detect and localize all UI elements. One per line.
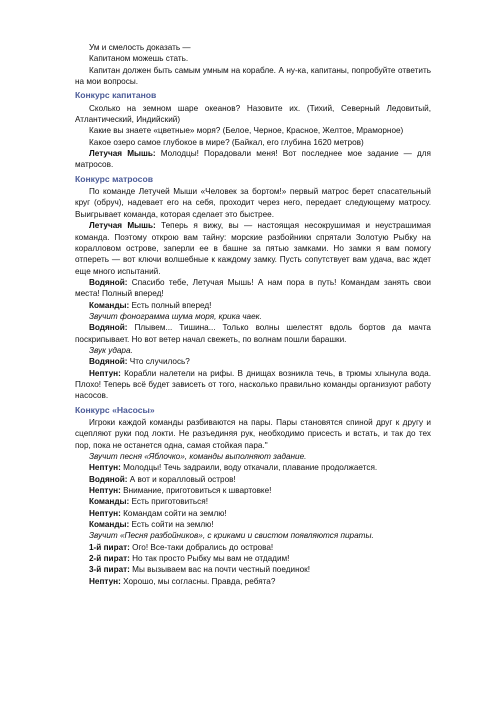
dialogue-line: [75, 462, 431, 473]
dialogue-line: [75, 148, 431, 171]
dialogue-text: Плывем... Тишина... Только волны шелестят вдоль бортов да мачта поскрипывает. Но вот ветер начал свежеть, по волнам пошли барашки.: [75, 323, 431, 344]
stage-direction: Звук удара.: [89, 345, 133, 355]
dialogue-text: Внимание, приготовиться к швартовке!: [120, 486, 272, 496]
document-body: [75, 42, 431, 587]
speaker-name: Команды:: [89, 520, 130, 530]
speaker-name: Водяной:: [89, 323, 128, 333]
dialogue-text: Что случилось?: [127, 357, 190, 367]
dialogue-text: А вот и коралловый остров!: [127, 474, 236, 484]
dialogue-line: [75, 496, 431, 507]
speaker-name: Нептун:: [89, 508, 121, 518]
dialogue-line: [75, 553, 431, 564]
dialogue-line: [75, 300, 431, 311]
section-heading: Конкурс капитанов: [75, 90, 157, 101]
stage-direction: Звучит песня «Яблочко», команды выполняют задание.: [89, 452, 307, 462]
dialogue-text: Молодцы! Порадовали меня! Вот последнее мое задание — для матросов.: [75, 149, 431, 170]
dialogue-line: [75, 485, 431, 496]
dialogue-text: Есть приготовиться!: [129, 497, 208, 507]
dialogue-text: Молодцы! Течь задраили, воду откачали, плавание продолжается.: [120, 463, 378, 473]
dialogue-text: Есть полный вперед!: [129, 300, 212, 310]
dialogue-line: [75, 564, 431, 575]
dialogue-line: [75, 322, 431, 345]
speaker-name: Команды:: [89, 497, 130, 507]
dialogue-line: [75, 220, 431, 277]
speaker-name: 1-й пират:: [89, 542, 130, 552]
verse-line: Капитаном можешь стать.: [89, 54, 189, 64]
speaker-name: Водяной:: [89, 357, 128, 367]
dialogue-line: [75, 542, 431, 553]
speaker-name: Команды:: [89, 300, 130, 310]
dialogue-text: Спасибо тебе, Летучая Мышь! А нам пора в путь! Командам занять свои места! Полный вперед!: [75, 277, 431, 299]
dialogue-text: Теперь я вижу, вы — настоящая несокрушимая и неустрашимая команда. Поэтому открою вам тайну: морские разбойники спрятали Золотую Рыбку на коралловом острове, заперли ее в башне за пятью замками. Но замки я вам помогу отпереть — вот ключи волшебные к каждому замку. Пусть сопутствует вам удача, вас ждет еще много испытаний.: [75, 221, 431, 276]
question: Сколько на земном шаре океанов? Назовите их. (Тихий, Северный Ледовитый, Атлантический, Индийский): [75, 103, 431, 125]
stage-direction: Звучит фонограмма шума моря, крика чаек.: [89, 311, 262, 321]
dialogue-text: Но так просто Рыбку мы вам не отдадим!: [129, 554, 290, 564]
dialogue-line: [75, 474, 431, 485]
section-heading: Конкурс матросов: [75, 173, 153, 184]
speaker-name: Водяной:: [89, 474, 128, 484]
dialogue-text: Командам сойти на землю!: [120, 508, 227, 518]
verse-line: Ум и смелость доказать —: [89, 43, 191, 52]
dialogue-line: [75, 508, 431, 519]
speaker-name: 2-й пират:: [89, 554, 130, 564]
speaker-name: Нептун:: [89, 486, 121, 496]
stage-direction: Звучит «Песня разбойников», с криками и свистом появляются пираты.: [89, 531, 374, 541]
dialogue-line: [75, 519, 431, 530]
speaker-name: Водяной:: [89, 277, 128, 287]
dialogue-line: [75, 576, 431, 587]
dialogue-text: Мы вызываем вас на почти честный поединок!: [129, 565, 311, 575]
paragraph: Игроки каждой команды разбиваются на пары. Пары становятся спиной друг к другу и сцепляют руки под локти. Не разъединяя рук, необходимо присесть и встать, и так до тех пор, пока не останется одна, самая стойкая пара.": [75, 418, 431, 450]
section-heading: Конкурс «Насосы»: [75, 404, 155, 415]
dialogue-text: Корабли налетели на рифы. В днищах возникла течь, в трюмы хлынула вода. Плохо! Теперь всё будет зависеть от того, насколько правильно команды организуют работу насосов.: [75, 368, 431, 401]
speaker-name: Нептун:: [89, 463, 121, 473]
speaker-name: Летучая Мышь:: [89, 149, 156, 159]
dialogue-line: [75, 356, 431, 367]
dialogue-text: Есть сойти на землю!: [129, 520, 214, 530]
paragraph: Капитан должен быть самым умным на корабле. А ну-ка, капитаны, попробуйте ответить на мои вопросы.: [75, 65, 431, 87]
dialogue-text: Ого! Все-таки добрались до острова!: [129, 542, 274, 552]
dialogue-line: [75, 368, 431, 402]
speaker-name: Нептун:: [89, 576, 121, 586]
speaker-name: Нептун:: [89, 368, 121, 378]
speaker-name: Летучая Мышь:: [89, 221, 156, 231]
question: Какое озеро самое глубокое в мире? (Байкал, его глубина 1620 метров): [89, 137, 364, 147]
speaker-name: 3-й пират:: [89, 565, 130, 575]
dialogue-line: [75, 277, 431, 300]
paragraph: По команде Летучей Мыши «Человек за бортом!» первый матрос берет спасательный круг (обруч), надевает его на себя, проходит через него, передает следующему матросу. Выигрывает команда, которая сделает это быстрее.: [75, 187, 431, 219]
question: Какие вы знаете «цветные» моря? (Белое, Черное, Красное, Желтое, Мраморное): [89, 126, 404, 136]
dialogue-text: Хорошо, мы согласны. Правда, ребята?: [120, 576, 276, 586]
